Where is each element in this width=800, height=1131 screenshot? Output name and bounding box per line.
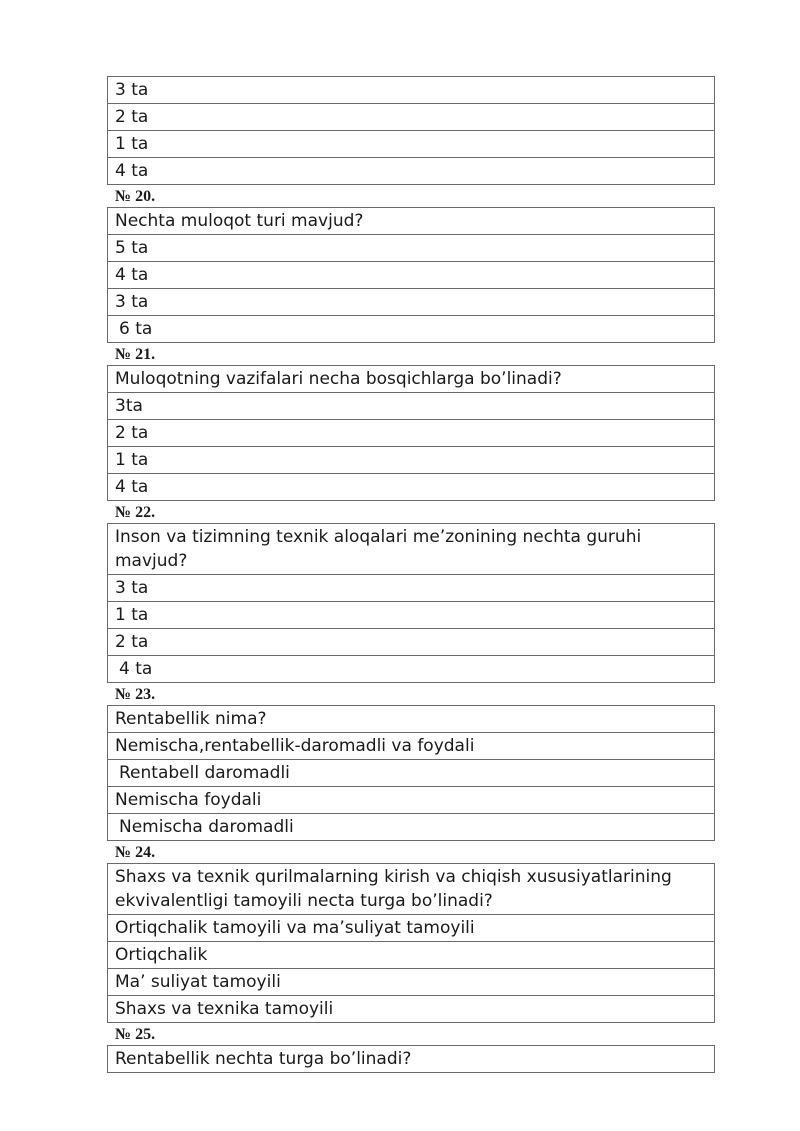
answer-option: 4 ta [108, 158, 715, 185]
question-table [107, 365, 715, 501]
question-text: Rentabellik nechta turga bo’linadi? [108, 1046, 715, 1073]
question-table [107, 863, 715, 1023]
question-table [107, 207, 715, 343]
question-text: Rentabellik nima? [108, 706, 715, 733]
answer-option: Ortiqchalik [108, 942, 715, 969]
question-table [107, 1045, 715, 1073]
test-content [107, 76, 715, 1073]
question-table [107, 705, 715, 841]
answer-option: Nemischa daromadli [108, 814, 715, 841]
question-number: № 22. [115, 504, 156, 521]
answer-option: Ortiqchalik tamoyili va ma’suliyat tamoyili [108, 915, 715, 942]
answer-option: 6 ta [108, 316, 715, 343]
question-table [107, 523, 715, 683]
answer-option: Nemischa foydali [108, 787, 715, 814]
question-number: № 20. [115, 188, 156, 205]
answer-option: 5 ta [108, 235, 715, 262]
answer-option: 2 ta [108, 629, 715, 656]
answer-option: 4 ta [108, 262, 715, 289]
answer-option: Rentabell daromadli [108, 760, 715, 787]
answer-option: 3ta [108, 393, 715, 420]
question-text: Shaxs va texnik qurilmalarning kirish va chiqish xususiyatlarining ekvivalentligi tamoyili necta turga bo’linadi? [108, 864, 715, 915]
question-number: № 21. [115, 346, 156, 363]
answer-option: 1 ta [108, 602, 715, 629]
question-text: Muloqotning vazifalari necha bosqichlarga bo’linadi? [108, 366, 715, 393]
answer-option: 1 ta [108, 447, 715, 474]
answer-option: Ma’ suliyat tamoyili [108, 969, 715, 996]
question-text: Inson va tizimning texnik aloqalari me’zonining nechta guruhi mavjud? [108, 524, 715, 575]
answer-option: 1 ta [108, 131, 715, 158]
answer-option: 3 ta [108, 289, 715, 316]
answer-option: Nemischa,rentabellik-daromadli va foydali [108, 733, 715, 760]
answer-option: 3 ta [108, 77, 715, 104]
answer-option: 4 ta [108, 474, 715, 501]
question-table [107, 76, 715, 185]
question-number: № 23. [115, 686, 156, 703]
answer-option: Shaxs va texnika tamoyili [108, 996, 715, 1023]
question-number: № 24. [115, 844, 156, 861]
question-number: № 25. [115, 1026, 156, 1043]
answer-option: 3 ta [108, 575, 715, 602]
question-text: Nechta muloqot turi mavjud? [108, 208, 715, 235]
answer-option: 2 ta [108, 104, 715, 131]
answer-option: 4 ta [108, 656, 715, 683]
answer-option: 2 ta [108, 420, 715, 447]
